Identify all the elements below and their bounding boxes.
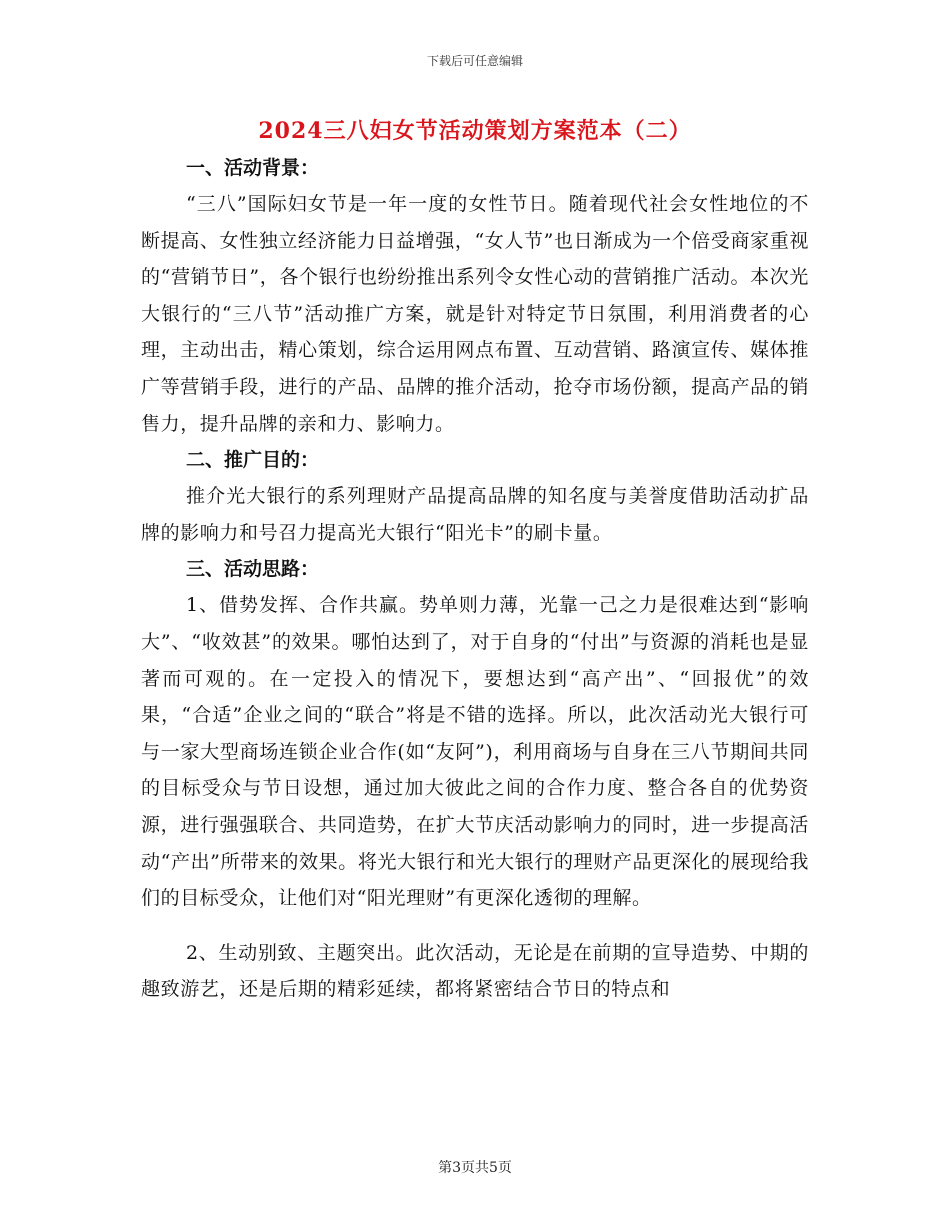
document-body (141, 150, 809, 1008)
section-heading: 一、活动背景： (186, 157, 320, 179)
page-header-note: 下载后可任意编辑 (426, 54, 523, 68)
document-title: 2024三八妇女节活动策划方案范本（二） (258, 118, 692, 144)
section-paragraph: “三八”国际妇女节是一年一度的女性节日。随着现代社会女性地位的不断提高、女性独立经济能力日益增强，“女人节”也日渐成为一个倍受商家重视的“营销节日”，各个银行也纷纷推出系列令女性心动的营销推广活动。本次光大银行的“三八节”活动推广方案，就是针对特定节日氛围，利用消费者的心理，主动出击，精心策划，综合运用网点布置、互动营销、路演宣传、媒体推广等营销手段，进行的产品、品牌的推介活动，抢夺市场份额，提高产品的销售力，提升品牌的亲和力、影响力。 (141, 193, 809, 435)
section-background (141, 150, 809, 442)
section-ideas (141, 551, 809, 1008)
section-purpose (141, 442, 809, 551)
section-paragraph: 2、生动别致、主题突出。此次活动，无论是在前期的宣导造势、中期的趣致游艺，还是后期的精彩延续，都将紧密结合节日的特点和 (141, 941, 809, 1001)
section-heading: 三、活动思路： (186, 558, 320, 581)
section-paragraph: 推介光大银行的系列理财产品提高品牌的知名度与美誉度借助活动扩品牌的影响力和号召力提高光大银行“阳光卡”的刷卡量。 (141, 485, 809, 544)
paragraph-gap (141, 917, 809, 935)
section-heading: 二、推广目的： (186, 449, 320, 472)
section-paragraph: 1、借势发挥、合作共赢。势单则力薄，光靠一己之力是很难达到“影响大”、“收效甚”的效果。哪怕达到了，对于自身的“付出”与资源的消耗也是显著而可观的。在一定投入的情况下，要想达到“高产出”、“回报优”的效果，“合适”企业之间的“联合”将是不错的选择。所以，此次活动光大银行可与一家大型商场连锁企业合作(如“友阿”)，利用商场与自身在三八节期间共同的目标受众与节日设想，通过加大彼此之间的合作力度、整合各自的优势资源，进行强强联合、共同造势，在扩大节庆活动影响力的同时，进一步提高活动“产出”所带来的效果。将光大银行和光大银行的理财产品更深化的展现给我们的目标受众，让他们对“阳光理财”有更深化透彻的理解。 (141, 594, 809, 910)
page-number: 第3页共5页 (438, 1160, 512, 1176)
